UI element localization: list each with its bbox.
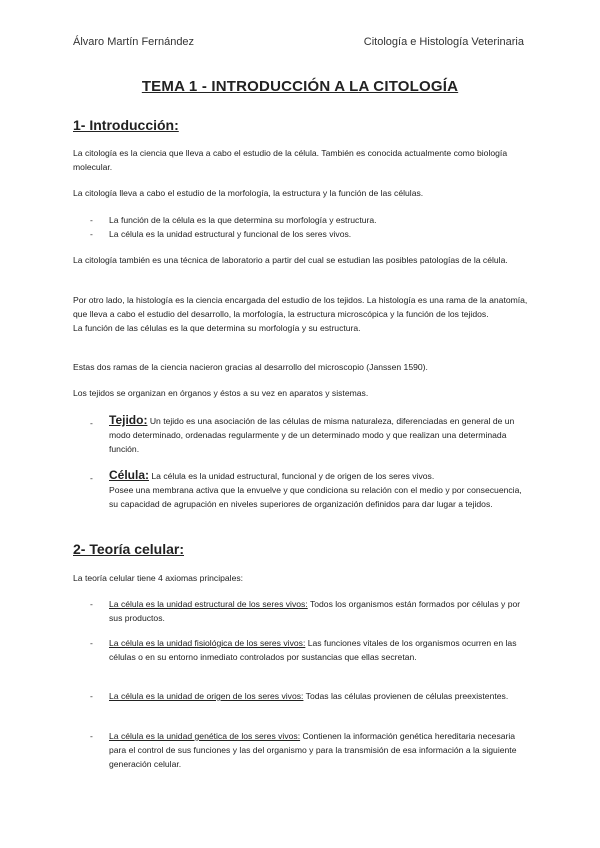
dash-marker: -: [90, 418, 93, 428]
axiom-text: Contienen la información genética hereditaria necesaria para el control de sus funciones y las del organismo y para la transmisión de esa información a la siguiente generación celular.: [109, 731, 517, 769]
section2-heading: 2- Teoría celular:: [73, 541, 185, 557]
definition-text: La célula es la unidad estructural, funcional y de origen de los seres vivos.: [151, 471, 435, 481]
section1-heading: 1- Introducción:: [73, 117, 179, 133]
bullet-text: La función de la célula es la que determina su morfología y estructura.: [109, 215, 377, 225]
dash-marker: -: [90, 215, 93, 225]
paragraph-1: La citología es la ciencia que lleva a cabo el estudio de la célula. También es conocida actualmente como biología molecular.: [73, 148, 508, 172]
axiom-item: [90, 729, 530, 771]
bullet-text: La célula es la unidad estructural y funcional de los seres vivos.: [109, 229, 352, 239]
axiom-item: [90, 597, 530, 625]
dash-marker: -: [90, 599, 93, 609]
dash-marker: -: [90, 229, 93, 239]
axiom-title: La célula es la unidad genética de los seres vivos:: [109, 731, 301, 741]
definition-text: Un tejido es una asociación de las células de misma naturaleza, diferenciadas en general de un modo determinado, ordenadas regularmente y de un determinado modo y que realizan una determinada función.: [109, 416, 515, 454]
dash-marker: -: [90, 473, 93, 483]
axiom-item: [90, 636, 530, 664]
axiom-title: La célula es la unidad fisiológica de los seres vivos:: [109, 638, 306, 648]
axiom-title: La célula es la unidad estructural de los seres vivos:: [109, 599, 308, 609]
term-celula: Célula:: [109, 468, 150, 482]
axiom-item: [90, 689, 530, 703]
paragraph-3: La citología también es una técnica de laboratorio a partir del cual se estudian las posibles patologías de la célula.: [73, 255, 508, 265]
header-author: Álvaro Martín Fernández: [73, 36, 195, 48]
axiom-title: La célula es la unidad de origen de los seres vivos:: [109, 691, 304, 701]
paragraph-6: Los tejidos se organizan en órganos y éstos a su vez en aparatos y sistemas.: [73, 388, 369, 398]
paragraph-2: La citología lleva a cabo el estudio de la morfología, la estructura y la función de las células.: [73, 188, 424, 198]
axiom-text: Las funciones vitales de los organismos ocurren en las células o en su entorno inmediato controlados por sustancias que ellas secretan.: [109, 638, 517, 662]
term-tejido: Tejido:: [109, 413, 148, 427]
page-title: TEMA 1 - INTRODUCCIÓN A LA CITOLOGÍA: [141, 78, 459, 95]
theory-intro: La teoría celular tiene 4 axiomas principales:: [73, 573, 244, 583]
paragraph-4-text: Por otro lado, la histología es la ciencia encargada del estudio de los tejidos. La histología es una rama de la anatomía, que lleva a cabo el estudio del desarrollo, la morfología, la estructura microscópica y la función de los tejidos.: [73, 295, 528, 319]
header-subject: Citología e Histología Veterinaria: [363, 36, 524, 48]
dash-marker: -: [90, 638, 93, 648]
definition-celula: [90, 468, 530, 511]
definition-tejido: [90, 413, 530, 456]
paragraph-4b-text: La función de las células es la que determina su morfología y su estructura.: [73, 323, 361, 333]
dash-marker: -: [90, 731, 93, 741]
axiom-text: Todos los organismos están formados por células y por sus productos.: [109, 599, 521, 623]
axiom-text: Todas las células provienen de células preexistentes.: [305, 691, 509, 701]
paragraph-5: Estas dos ramas de la ciencia nacieron gracias al desarrollo del microscopio (Janssen 1590).: [73, 362, 428, 372]
bullet-item: [90, 213, 530, 227]
bullet-item: [90, 227, 530, 241]
paragraph-4: [73, 293, 528, 335]
definition-text-2: Posee una membrana activa que la envuelve y que condiciona su relación con el medio y por consecuencia, su capacidad de agrupación en niveles superiores de organización definidos para dar lugar a tejidos.: [109, 485, 522, 509]
dash-marker: -: [90, 691, 93, 701]
